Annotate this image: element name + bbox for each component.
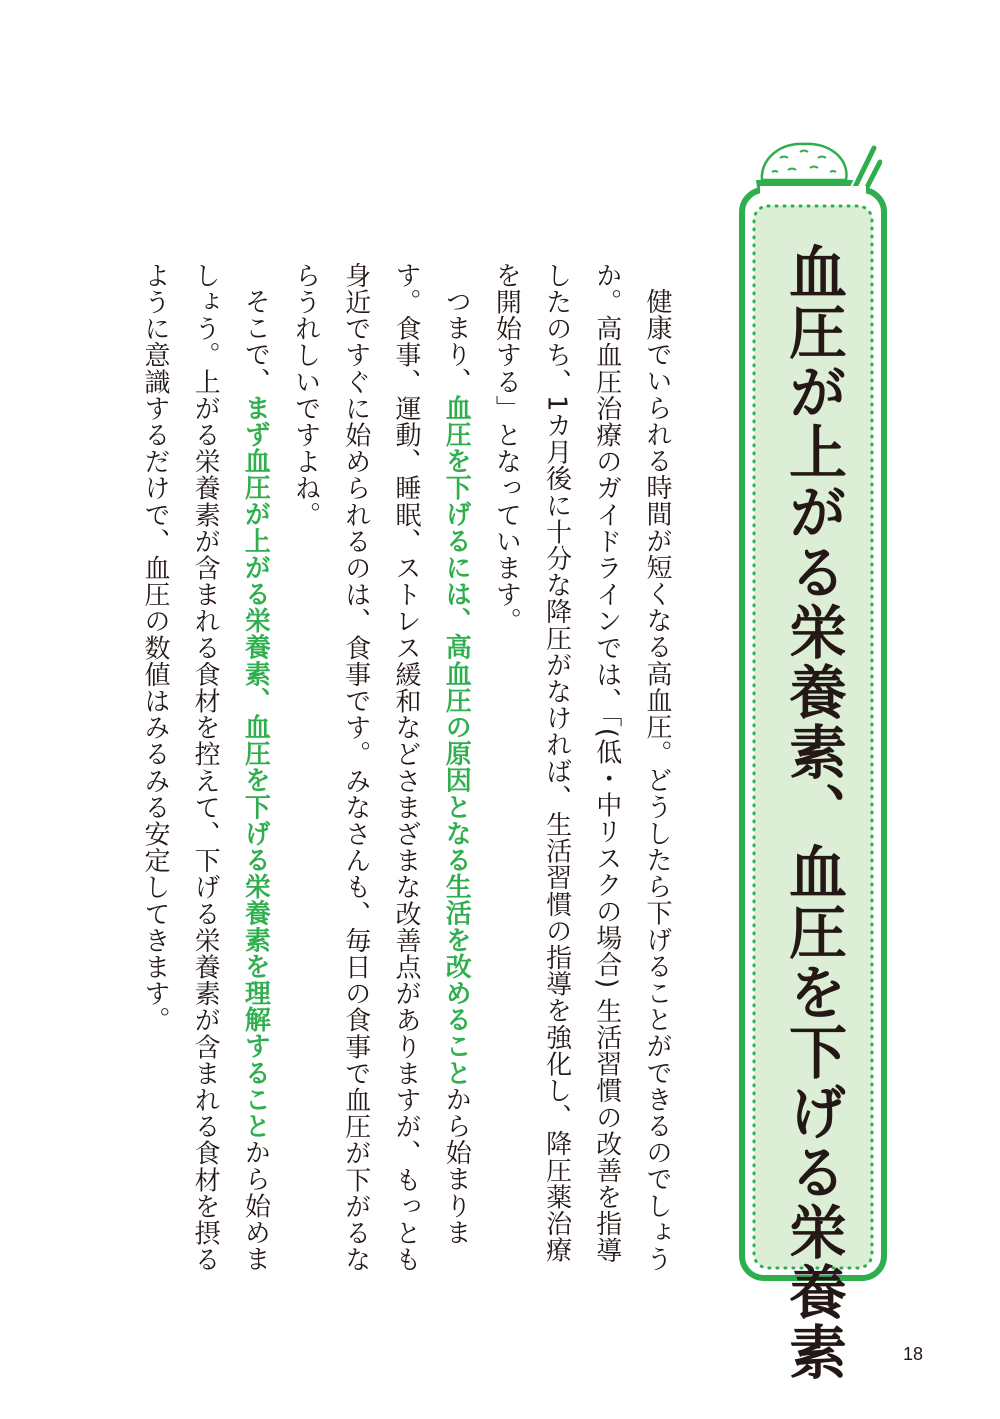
highlighted-text: 血圧を下げるには、高血圧の原因となる生活を改めること: [441, 394, 472, 1087]
body-text-segment: から始めましょう。上がる栄養素が含まれる食材を控えて、下げる栄養素が含まれる食材を摂るように意識するだけで、血圧の数値はみるみる安定してきます。: [139, 262, 271, 1273]
page-title: 血圧が上がる栄養素、血圧を下げる栄養素: [779, 242, 847, 1382]
body-text: [130, 262, 682, 1282]
body-text-segment: そこで、: [240, 288, 271, 395]
paragraph: [481, 262, 682, 1282]
paragraph: [130, 262, 281, 1282]
page-number: 18: [903, 1344, 924, 1364]
body-text-segment: から始まります。食事、運動、睡眠、ストレス緩和などさまざまな改善点がありますが、もっとも身近ですぐに始められるのは、食事です。みなさんも、毎日の食事で血圧が下がるならうれしいですよね。: [290, 262, 472, 1273]
paragraph: [280, 262, 481, 1282]
body-text-segment: つまり、: [441, 288, 472, 395]
highlighted-text: まず血圧が上がる栄養素、血圧を下げる栄養素を理解すること: [240, 394, 271, 1140]
body-text-segment: 健康でいられる時間が短くなる高血圧。どうしたら下げることができるのでしょうか。高血圧治療のガイドラインでは、「(低・中リスクの場合) 生活習慣の改善を指導したのち、1カ月後に十分な降圧がなければ、生活習慣の指導を強化し、降圧薬治療を開始する」となっています。: [491, 262, 672, 1273]
